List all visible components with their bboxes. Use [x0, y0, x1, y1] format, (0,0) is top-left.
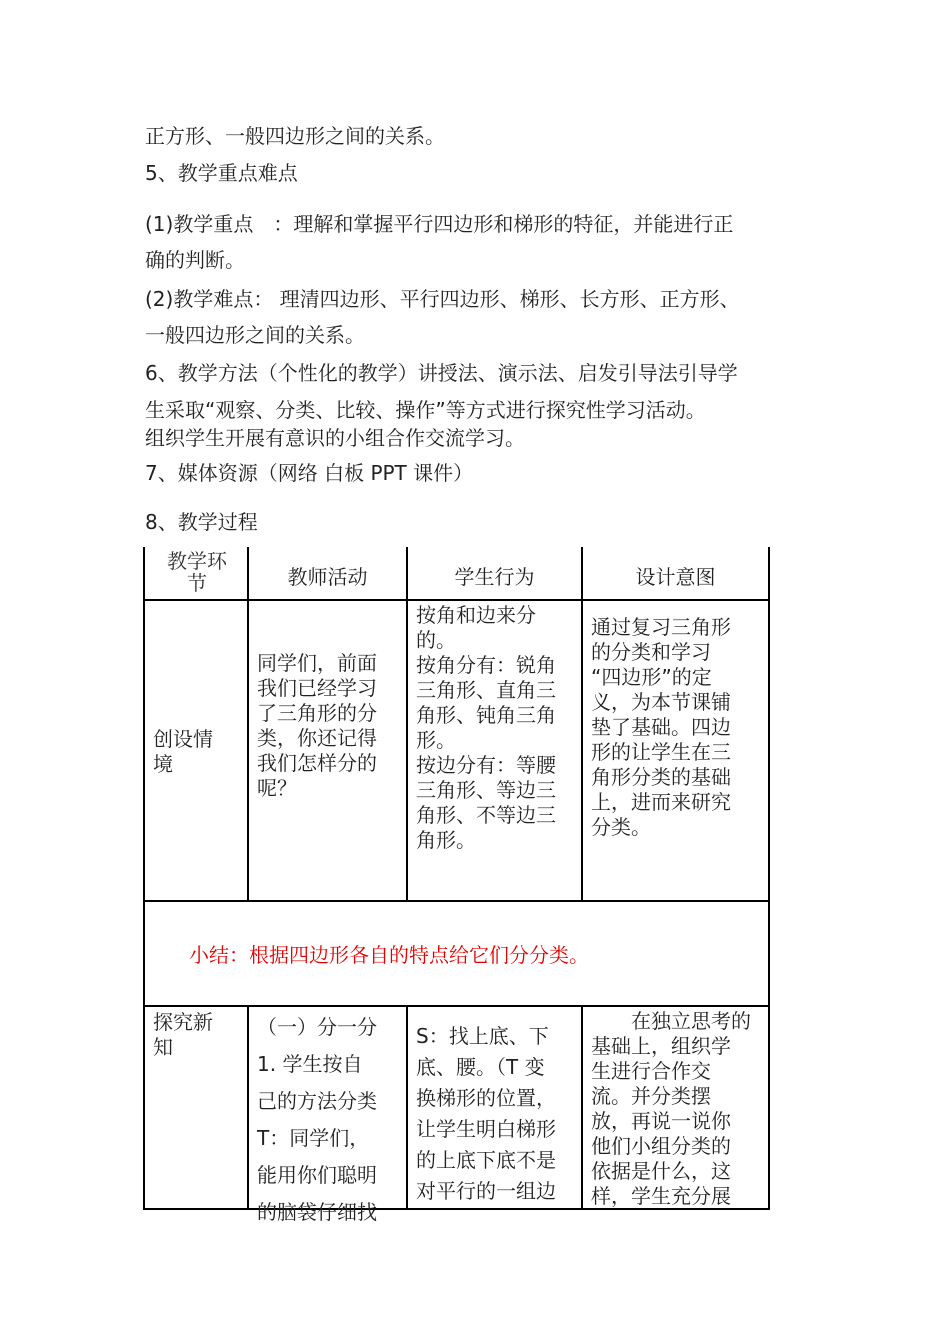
paragraph-methods-line1: 6、教学方法（个性化的教学）讲授法、演示法、启发引导法引导学	[145, 361, 738, 385]
heading-teaching-process: 8、教学过程	[145, 510, 258, 534]
row2-design-intent: 在独立思考的 基础上，组织学 生进行合作交 流。并分类摆 放，再说一说你 他们小组分类的 依据是什么，这 样，学生充分展	[591, 1009, 751, 1208]
table-divider	[143, 599, 770, 601]
header-student-behavior: 学生行为	[454, 565, 535, 589]
row2-teacher-activity: （一）分一分 1. 学生按自 己的方法分类 T：同学们， 能用你们聪明 的脑袋仔细找	[257, 1015, 377, 1224]
table-divider	[143, 900, 770, 902]
summary-text: 小结：根据四边形各自的特点给它们分分类。	[189, 943, 589, 967]
table-divider	[581, 1007, 583, 1210]
row2-stage: 探究新 知	[153, 1010, 213, 1059]
paragraph-key-point-line1: (1)教学重点 ：理解和掌握平行四边形和梯形的特征，并能进行正	[145, 212, 734, 236]
heading-key-points: 5、教学重点难点	[145, 161, 298, 185]
table-divider	[143, 1005, 770, 1007]
row1-student-behavior: 按角和边来分 的。 按角分有：锐角 三角形、直角三 角形、钝角三角 形。 按边分有：等腰 三角形、等边三 角形、不等边三 角形。	[416, 603, 556, 852]
paragraph-relationship: 正方形、一般四边形之间的关系。	[145, 124, 445, 148]
table-divider	[406, 1007, 408, 1210]
paragraph-key-point-line2: 确的判断。	[145, 248, 245, 272]
row1-teacher-activity: 同学们，前面 我们已经学习 了三角形的分 类，你还记得 我们怎样分的 呢？	[257, 651, 377, 800]
teaching-process-table	[143, 547, 770, 1224]
row1-stage: 创设情 境	[153, 727, 213, 776]
paragraph-methods-line2: 生采取“观察、分类、比较、操作”等方式进行探究性学习活动。	[145, 398, 706, 422]
row1-design-intent: 通过复习三角形 的分类和学习 “四边形”的定 义，为本节课铺 垫了基础。四边 形的让学生在三 角形分类的基础 上，进而来研究 分类。	[591, 615, 731, 839]
header-teacher-activity: 教师活动	[287, 565, 368, 589]
header-design-intent: 设计意图	[635, 565, 716, 589]
table-border-right	[768, 547, 770, 1210]
row2-student-behavior: S：找上底、下 底、腰。（T 变 换梯形的位置， 让学生明白梯形 的上底下底不是 对平行的一组边	[416, 1024, 556, 1203]
table-border-left	[143, 547, 145, 1210]
paragraph-difficulty-line2: 一般四边形之间的关系。	[145, 323, 365, 347]
table-divider	[247, 1007, 249, 1210]
heading-media-resources: 7、媒体资源（网络 白板 PPT 课件）	[145, 461, 474, 485]
paragraph-methods-line3: 组织学生开展有意识的小组合作交流学习。	[145, 426, 525, 450]
paragraph-difficulty-line1: (2)教学难点： 理清四边形、平行四边形、梯形、长方形、正方形、	[145, 287, 740, 311]
header-stage: 教学环 节	[167, 549, 227, 595]
